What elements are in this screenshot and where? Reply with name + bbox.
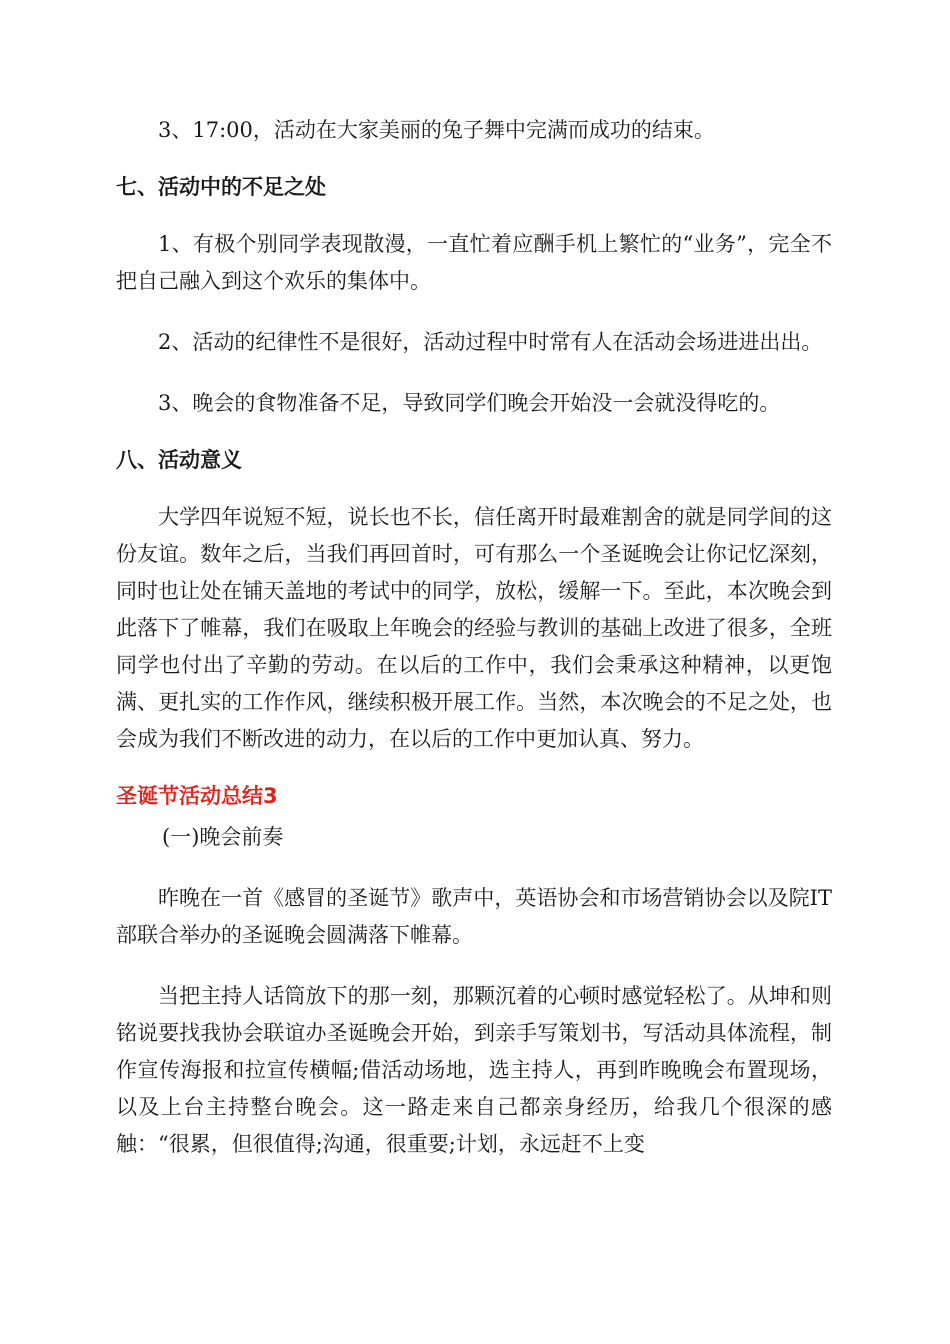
- paragraph-evening-intro: 昨晚在一首《感冒的圣诞节》歌声中，英语协会和市场营销协会以及院IT部联合举办的圣诞晚会圆满落下帷幕。: [116, 886, 832, 947]
- paragraph-shortcoming-3: 3、晚会的食物准备不足，导致同学们晚会开始没一会就没得吃的。: [158, 391, 781, 415]
- heading-significance: 八、活动意义: [116, 448, 242, 472]
- paragraph-significance: 大学四年说短不短，说长也不长，信任离开时最难割舍的就是同学间的这份友谊。数年之后，当我们再回首时，可有那么一个圣诞晚会让你记忆深刻，同时也让处在铺天盖地的考试中的同学，放松，缓解一下。至此，本次晚会到此落下了帷幕，我们在吸取上年晚会的经验与教训的基础上改进了很多，全班同学也付出了辛勤的劳动。在以后的工作中，我们会秉承这种精神，以更饱满、更扎实的工作作风，继续积极开展工作。当然，本次晚会的不足之处，也会成为我们不断改进的动力，在以后的工作中更加认真、努力。: [116, 505, 832, 751]
- paragraph-shortcoming-1: 1、有极个别同学表现散漫，一直忙着应酬手机上繁忙的“业务”，完全不把自己融入到这个欢乐的集体中。: [116, 232, 832, 293]
- paragraph-host-reflection: 当把主持人话筒放下的那一刻，那颗沉着的心顿时感觉轻松了。从坤和则铭说要找我协会联谊办圣诞晚会开始，到亲手写策划书，写活动具体流程，制作宣传海报和拉宣传横幅;借活动场地，选主持人，再到昨晚晚会布置现场，以及上台主持整台晚会。这一路走来自己都亲身经历，给我几个很深的感触：“很累，但很值得;沟通，很重要;计划，永远赶不上变: [116, 984, 832, 1156]
- section-title: 圣诞节活动总结3: [116, 784, 278, 808]
- heading-shortcomings: 七、活动中的不足之处: [116, 175, 326, 199]
- paragraph-activity-end: 3、17:00，活动在大家美丽的兔子舞中完满而成功的结束。: [158, 118, 715, 142]
- subheading-prelude: (一)晚会前奏: [162, 825, 284, 849]
- paragraph-shortcoming-2: 2、活动的纪律性不是很好，活动过程中时常有人在活动会场进进出出。: [158, 330, 823, 354]
